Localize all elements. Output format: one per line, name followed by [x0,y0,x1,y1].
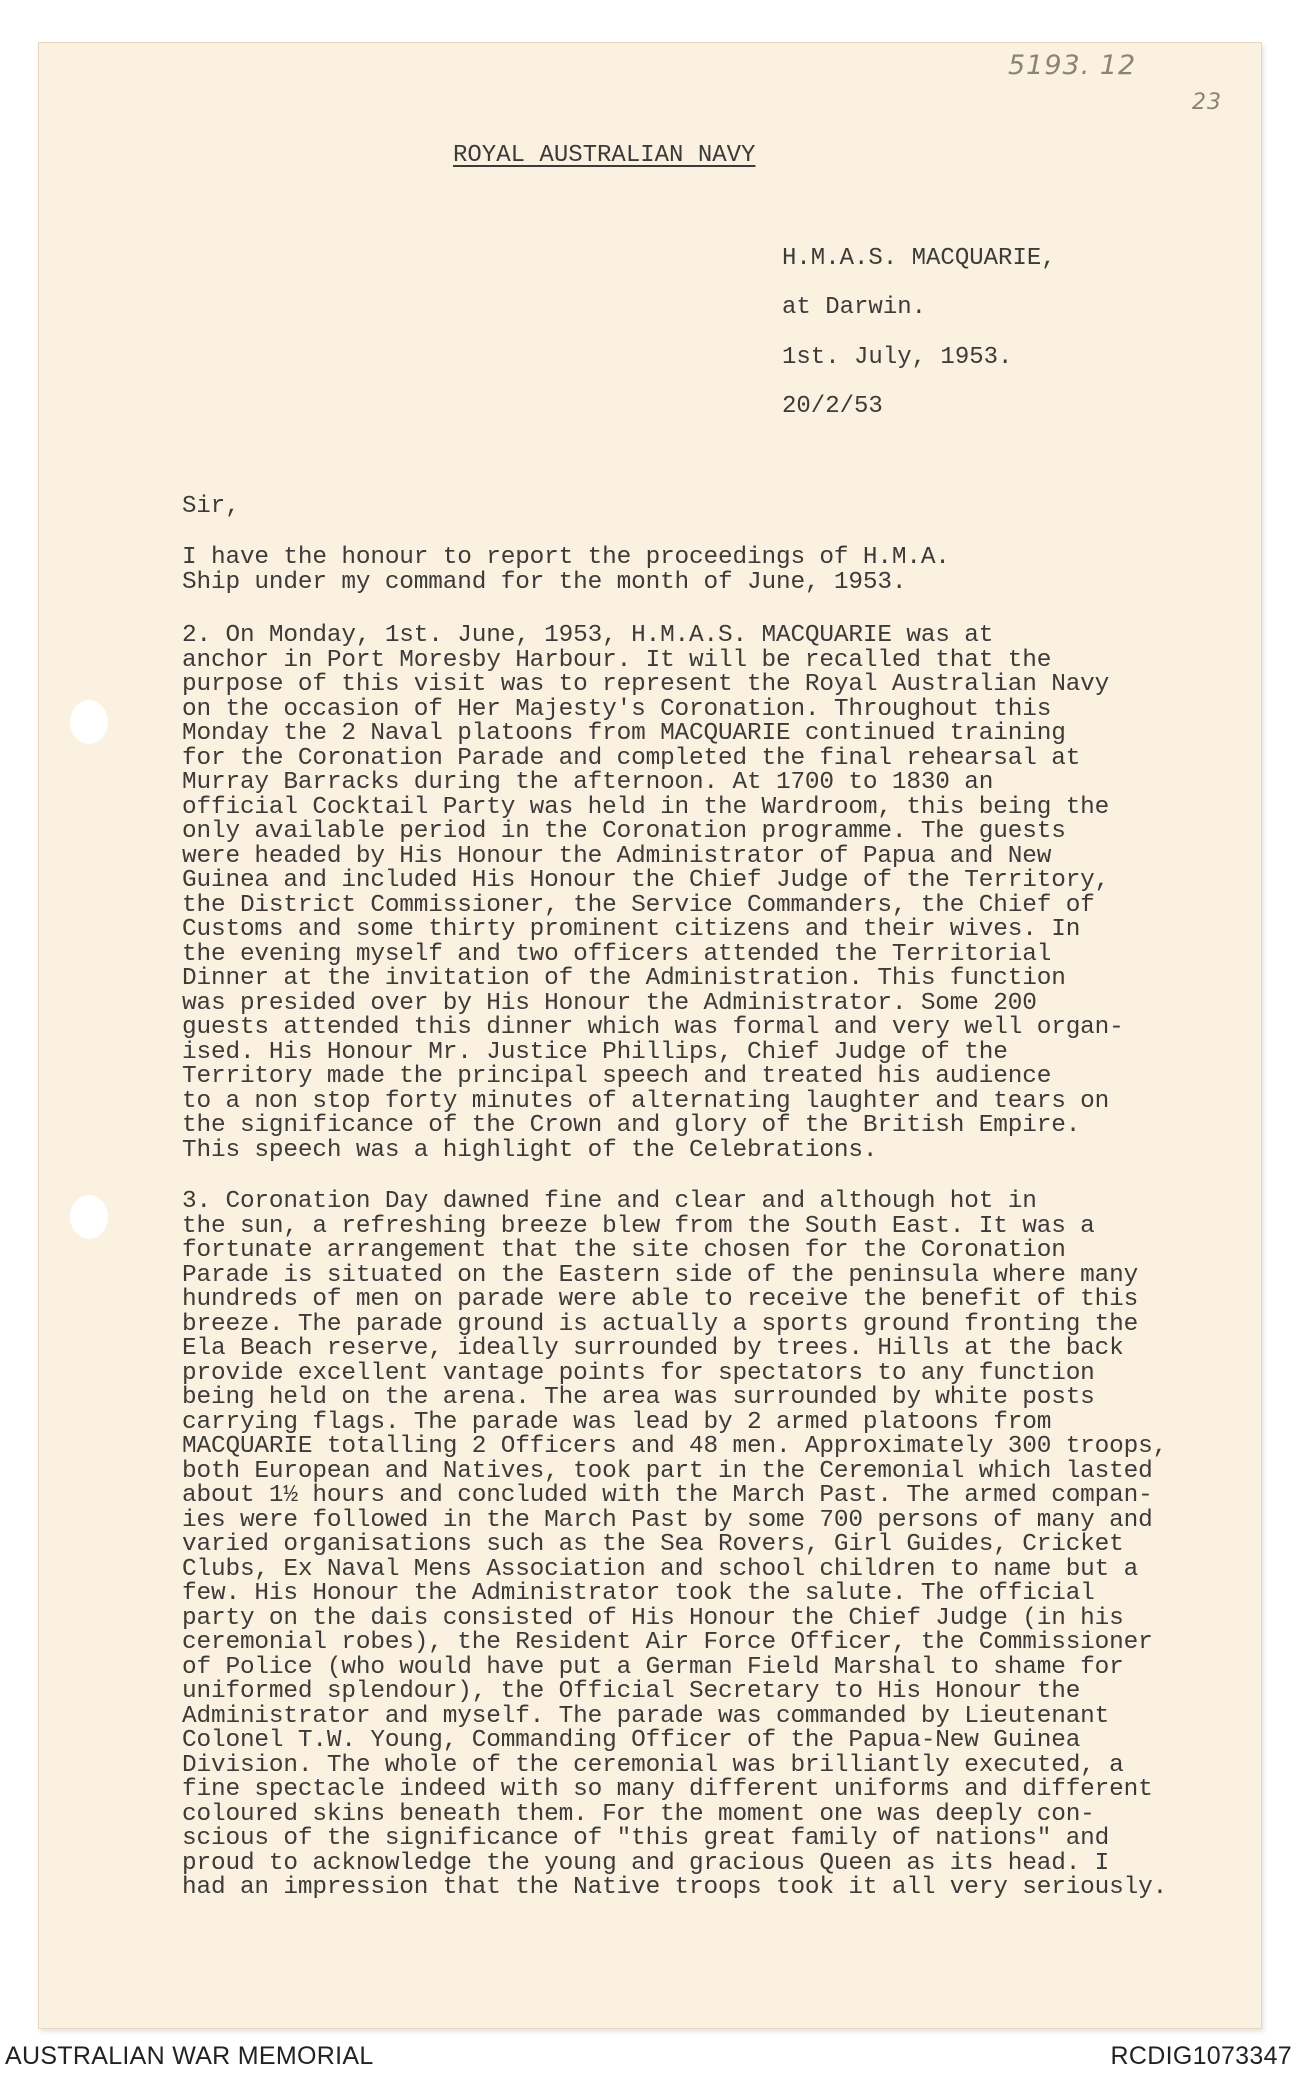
location: at Darwin. [782,294,927,321]
footer-institution: AUSTRALIAN WAR MEMORIAL [5,2042,374,2070]
folio-number: 23 [1192,90,1222,115]
footer-item-id: RCDIG1073347 [1110,2042,1292,2070]
paragraph-2: 2. On Monday, 1st. June, 1953, H.M.A.S. MACQUARIE was at anchor in Port Moresby Harbour. It will be recalled that the purpose of this visit was to represent the Royal Australian Navy on the occasion of Her Majesty's Coronation. Throughout this Monday the 2 Naval platoons from MACQUARIE continued training for the Coronation Parade and completed the final rehearsal at Murray Barracks during the afternoon. At 1700 to 1830 an official Cocktail Party was held in the Wardroom, this being the only available period in the Coronation programme. The guests were headed by His Honour the Administrator of Papua and New Guinea and included His Honour the Chief Judge of the Territory, the District Commissioner, the Service Commanders, the Chief of Customs and some thirty prominent citizens and their wives. In the evening myself and two officers attended the Territorial Dinner at the invitation of the Administration. This function was presided over by His Honour the Administrator. Some 200 guests attended this dinner which was formal and very well organ- ised. His Honour Mr. Justice Phillips, Chief Judge of the Territory made the principal speech and treated his audience to a non stop forty minutes of alternating laughter and tears on the significance of the Crown and glory of the British Empire. This speech was a highlight of the Celebrations. [182,622,1124,1164]
paragraph-3: 3. Coronation Day dawned fine and clear and although hot in the sun, a refreshing breeze blew from the South East. It was a fortunate arrangement that the site chosen for the Coronation Parade is situated on the Eastern side of the peninsula where many hundreds of men on parade were able to receive the benefit of this breeze. The parade ground is actually a sports ground fronting the Ela Beach reserve, ideally surrounded by trees. Hills at the back provide excellent vantage points for spectators to any function being held on the arena. The area was surrounded by white posts carrying flags. The parade was lead by 2 armed platoons from MACQUARIE totalling 2 Officers and 48 men. Approximately 300 troops, both European and Natives, took part in the Ceremonial which lasted about 1½ hours and concluded with the March Past. The armed compan- ies were followed in the March Past by some 700 persons of many and varied organisations such as the Sea Rovers, Girl Guides, Cricket Clubs, Ex Naval Mens Association and school children to name but a few. His Honour the Administrator took the salute. The official party on the dais consisted of His Honour the Chief Judge (in his ceremonial robes), the Resident Air Force Officer, the Commissioner of Police (who would have put a German Field Marshal to shame for uniformed splendour), the Official Secretary to His Honour the Administrator and myself. The parade was commanded by Lieutenant Colonel T.W. Young, Commanding Officer of the Papua-New Guinea Division. The whole of the ceremonial was brilliantly executed, a fine spectacle indeed with so many different uniforms and different coloured skins beneath them. For the moment one was deeply con- scious of the significance of "this great family of nations" and proud to acknowledge the young and gracious Queen as its head. I had an impression that the Native troops took it all very seriously. [182,1188,1168,1901]
paragraph-1: I have the honour to report the proceedings of H.M.A. Ship under my command for the month of June, 1953. [182,544,950,596]
ship-name: H.M.A.S. MACQUARIE, [782,245,1056,272]
punch-hole-upper [70,700,108,744]
archive-reference-number: 5193. 12 [1008,50,1137,81]
punch-hole-lower [70,1195,108,1239]
letter-heading: ROYAL AUSTRALIAN NAVY [453,142,756,169]
letter-date: 1st. July, 1953. [782,344,1013,371]
salutation: Sir, [182,493,240,520]
file-reference: 20/2/53 [782,393,883,420]
